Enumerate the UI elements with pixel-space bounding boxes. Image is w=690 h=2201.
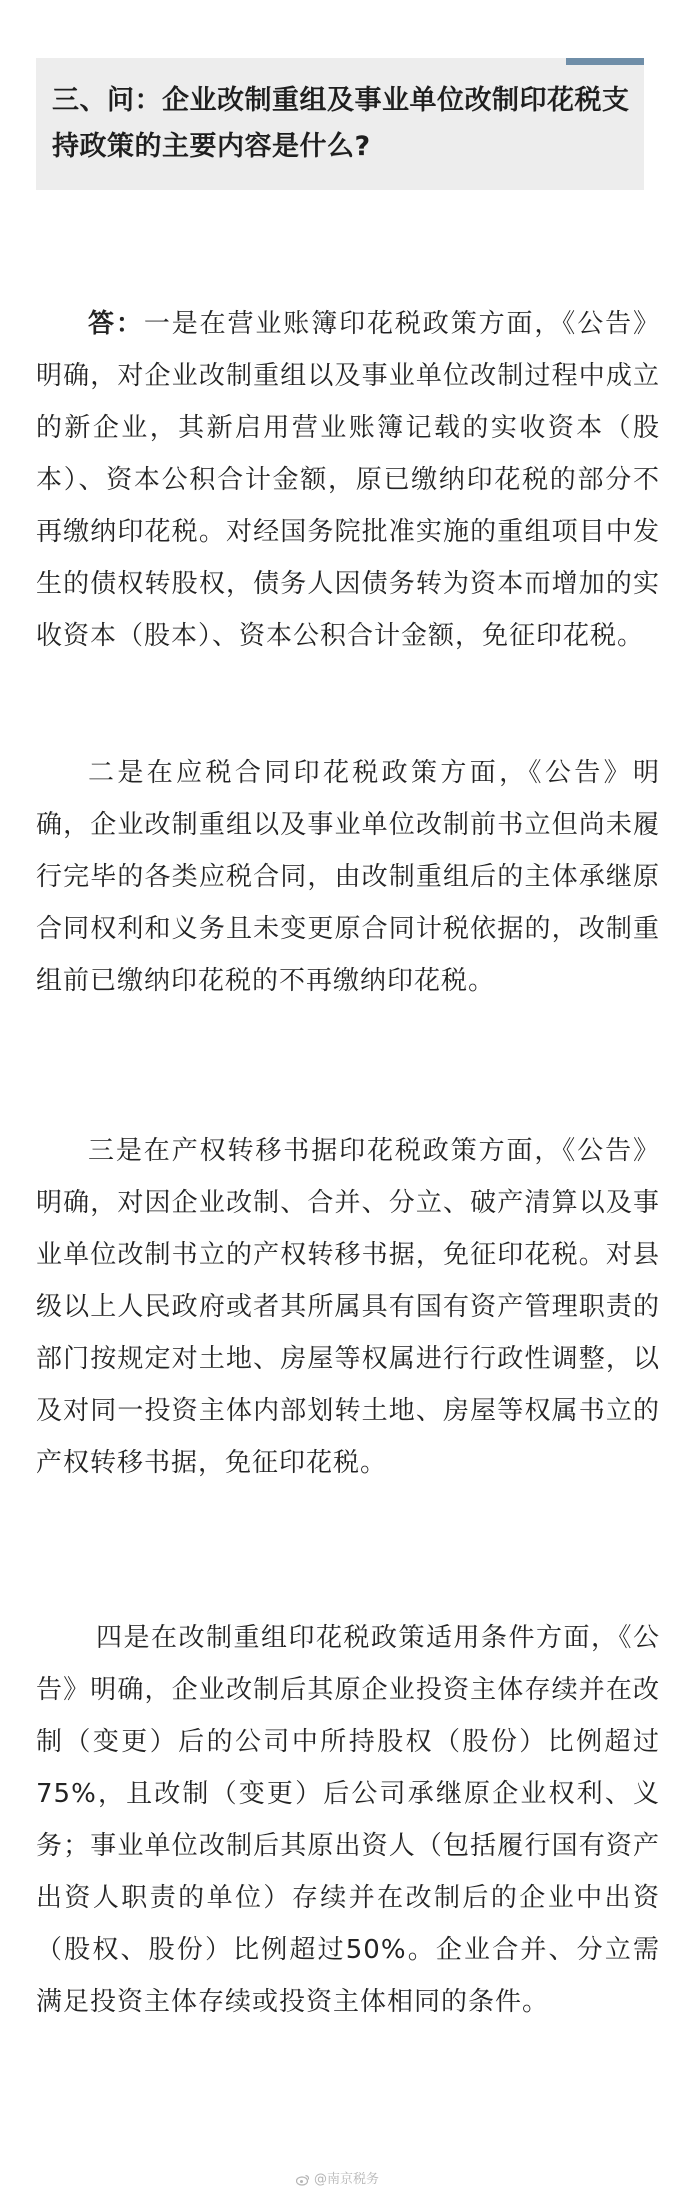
answer-label: 答：: [88, 309, 144, 339]
weibo-icon: [296, 2174, 310, 2186]
answer-paragraph-1-text: 一是在营业账簿印花税政策方面，《公告》明确，对企业改制重组以及事业单位改制过程中成立的新企业，其新启用营业账簿记载的实收资本（股本）、资本公积合计金额，原已缴纳印花税的部分不再缴纳印花税。对经国务院批准实施的重组项目中发生的债权转股权，债务人因债务转为资本而增加的实收资本（股本）、资本公积合计金额，免征印花税。: [36, 309, 660, 651]
answer-paragraph-4: 四是在改制重组印花税政策适用条件方面，《公告》明确，企业改制后其原企业投资主体存续并在改制（变更）后的公司中所持股权（股份）比例超过75%，且改制（变更）后公司承继原企业权利、义务；事业单位改制后其原出资人（包括履行国有资产出资人职责的单位）存续并在改制后的企业中出资（股权、股份）比例超过50%。企业合并、分立需满足投资主体存续或投资主体相同的条件。: [36, 1623, 660, 2017]
answer-paragraph-2: 二是在应税合同印花税政策方面，《公告》明确，企业改制重组以及事业单位改制前书立但尚未履行完毕的各类应税合同，由改制重组后的主体承继原合同权利和义务且未变更原合同计税依据的，改制重组前已缴纳印花税的不再缴纳印花税。: [36, 758, 660, 996]
watermark: [296, 2172, 379, 2188]
answer-paragraph-3: 三是在产权转移书据印花税政策方面，《公告》明确，对因企业改制、合并、分立、破产清算以及事业单位改制书立的产权转移书据，免征印花税。对县级以上人民政府或者其所属具有国有资产管理职责的部门按规定对土地、房屋等权属进行行政性调整，以及对同一投资主体内部划转土地、房屋等权属书立的产权转移书据，免征印花税。: [36, 1136, 660, 1478]
question-title: 三、问：企业改制重组及事业单位改制印花税支持政策的主要内容是什么?: [52, 85, 630, 162]
answer-paragraph-1: [36, 298, 660, 662]
accent-bar: [566, 58, 644, 65]
watermark-text: @南京税务: [314, 2172, 380, 2187]
